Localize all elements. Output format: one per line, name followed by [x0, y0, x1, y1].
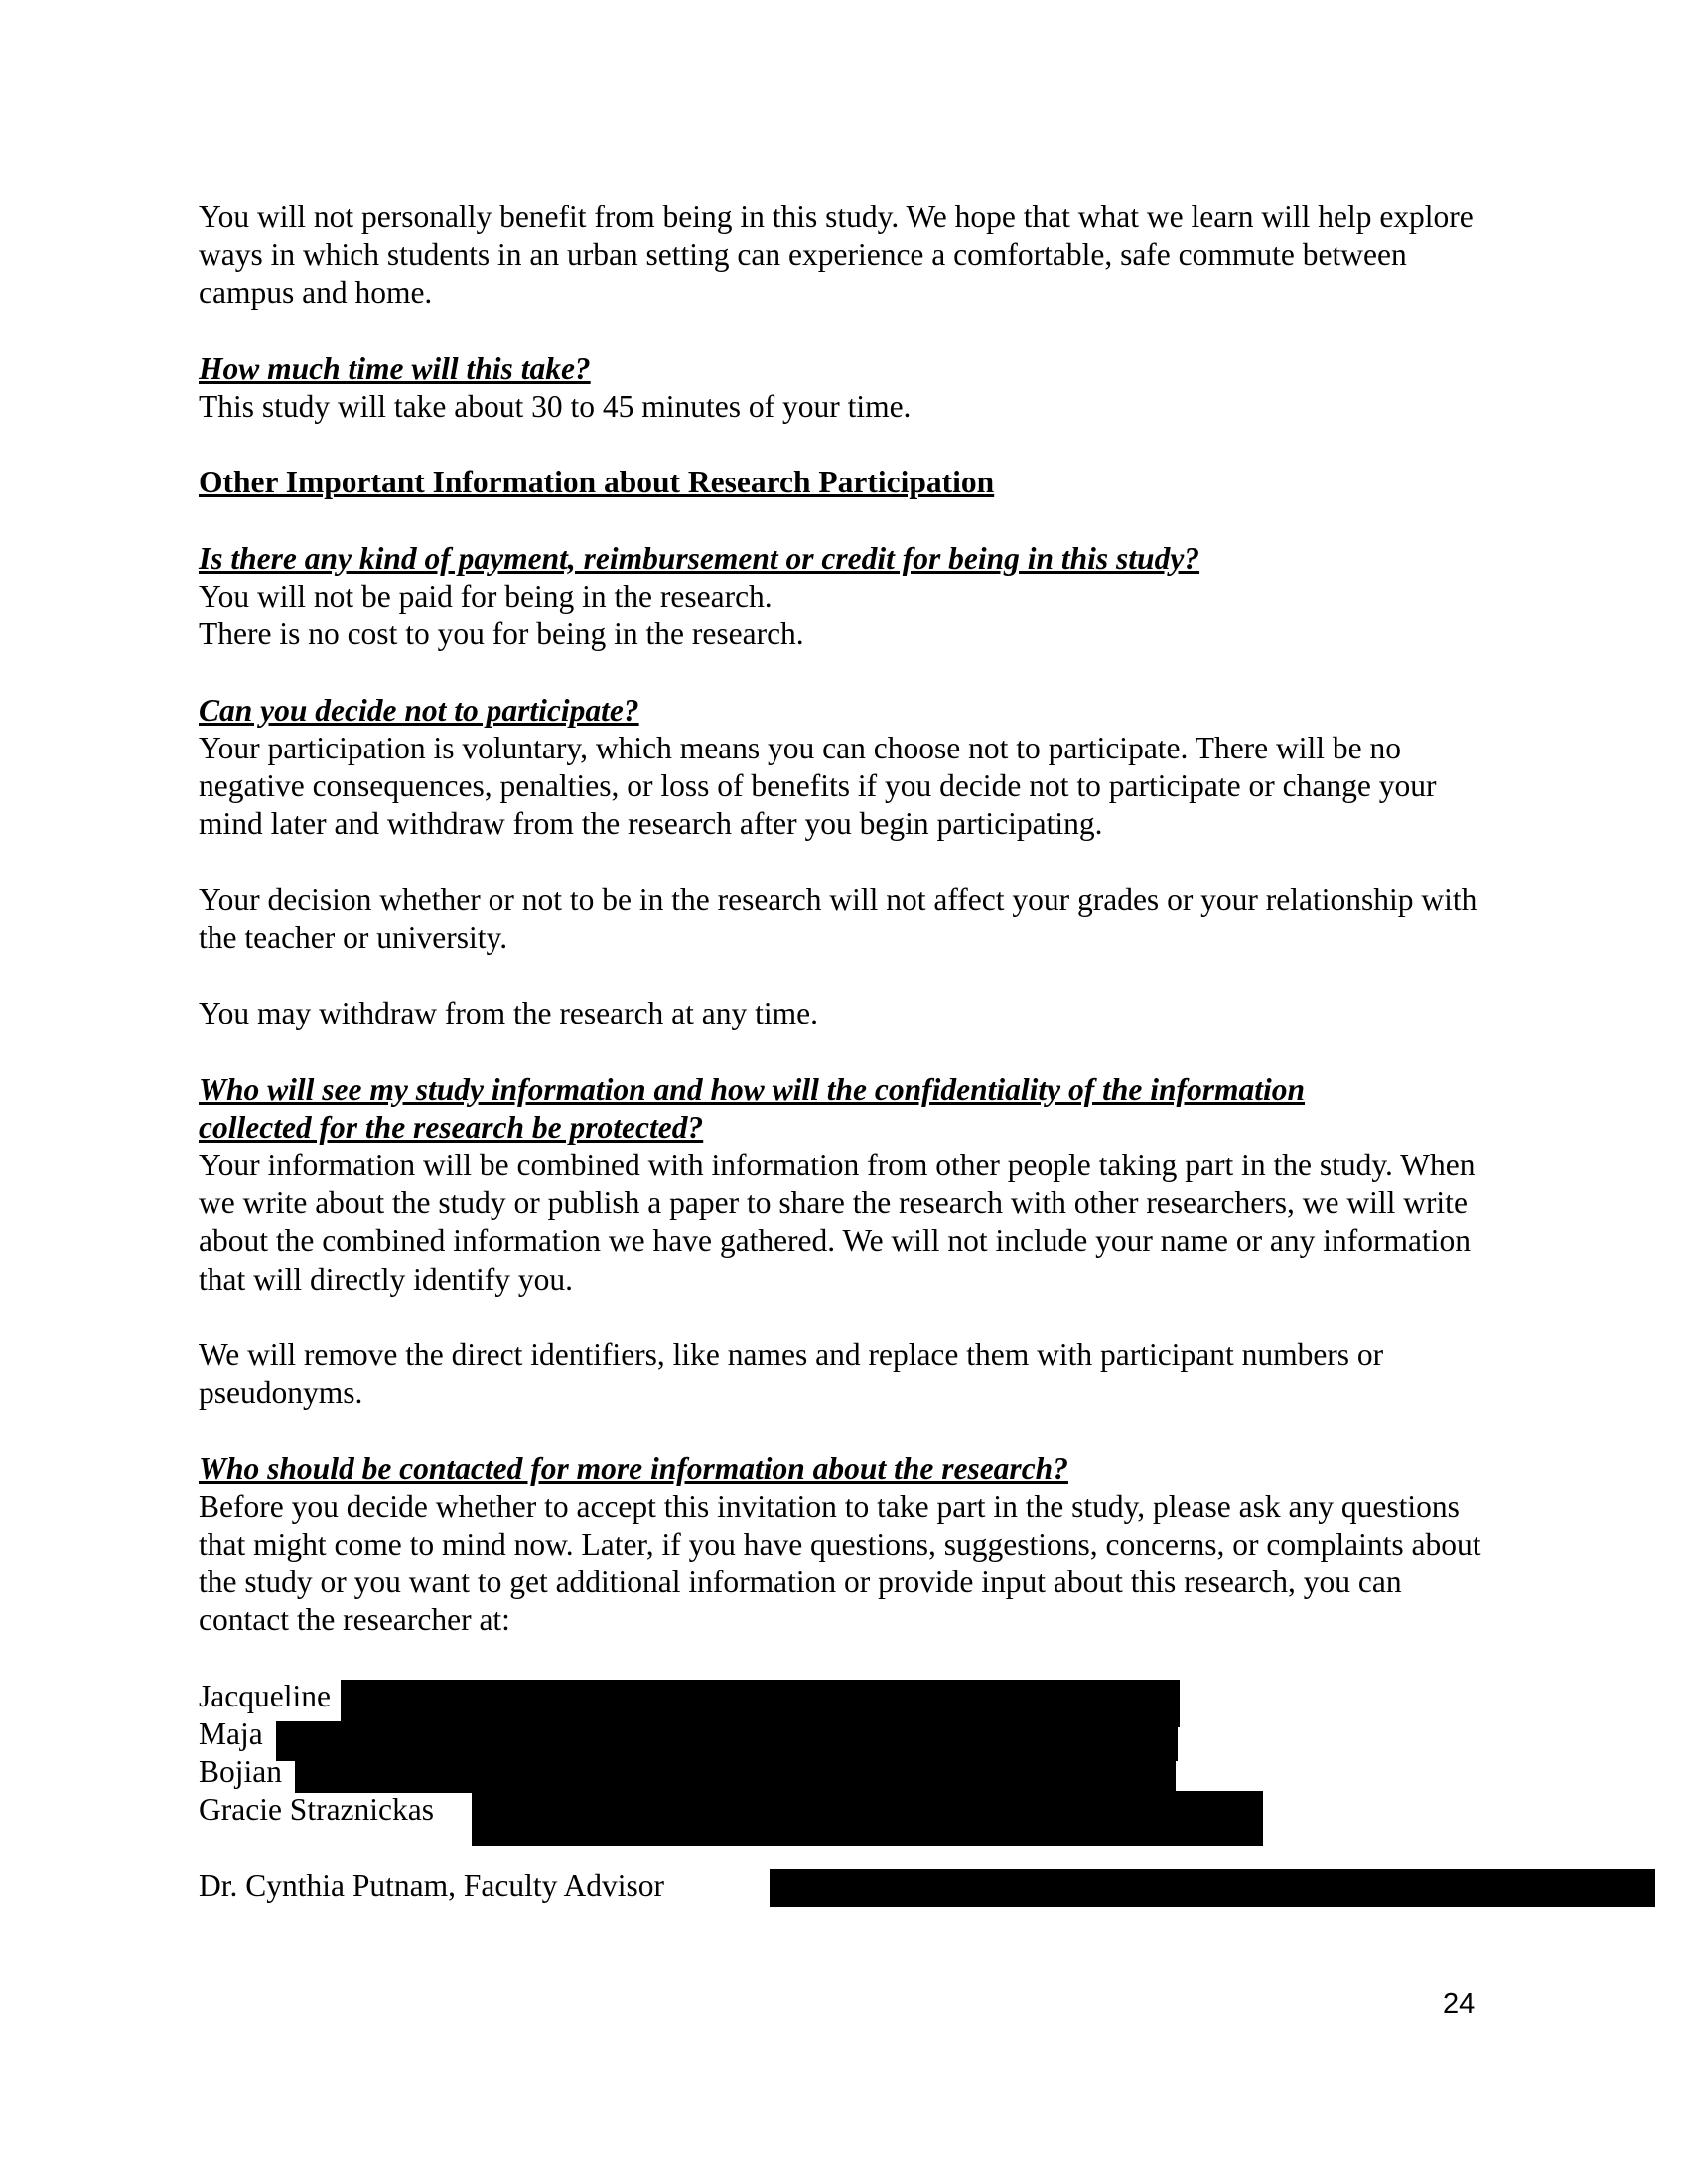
advisor-row: [199, 1867, 1489, 1905]
contact-name: Bojian: [199, 1754, 282, 1790]
contact-row: [199, 1791, 1489, 1829]
redaction-bar: [295, 1753, 1176, 1793]
time-text: This study will take about 30 to 45 minutes of your time.: [199, 389, 912, 424]
contact-name: Maja: [199, 1715, 263, 1751]
contact-name: Gracie Straznickas: [199, 1792, 435, 1828]
redaction-bar: [770, 1869, 1655, 1907]
contact-paragraph: Before you decide whether to accept this invitation to take part in the study, please ask any questions that might come to mind now. Later, if you have questions, suggestions, concerns, or complaints about the study or you want to get additional information or provide input about this research, you can contact the researcher at:: [199, 1488, 1481, 1638]
contact-heading: Who should be contacted for more information about the research?: [199, 1450, 1068, 1486]
payment-line-1: You will not be paid for being in the research.: [199, 578, 773, 614]
decide-paragraph-1: Your participation is voluntary, which means you can choose not to participate. There will be no negative consequences, penalties, or loss of benefits if you decide not to participate or change your mind later and withdraw from the research after you begin participating.: [199, 730, 1437, 842]
redaction-bar: [472, 1791, 1263, 1846]
decide-paragraph-3: You may withdraw from the research at any time.: [199, 996, 819, 1031]
page-number: 24: [1443, 1988, 1476, 2020]
contact-list: [199, 1678, 1489, 1905]
time-heading: How much time will this take?: [199, 350, 591, 386]
decide-paragraph-2: Your decision whether or not to be in the research will not affect your grades or your relationship with the teacher or university.: [199, 882, 1477, 955]
advisor-name: Dr. Cynthia Putnam, Faculty Advisor: [199, 1867, 664, 1903]
section-heading: Other Important Information about Research Participation: [199, 465, 995, 500]
decide-heading: Can you decide not to participate?: [199, 692, 639, 728]
confidentiality-heading: Who will see my study information and how will the confidentiality of the information collected for the research be protected?: [199, 1071, 1306, 1145]
benefit-paragraph: You will not personally benefit from being in this study. We hope that what we learn will help explore ways in which students in an urban setting can experience a comfortable, safe commute between campus and home.: [199, 200, 1474, 311]
payment-line-2: There is no cost to you for being in the research.: [199, 616, 804, 652]
document-body: [199, 199, 1489, 1905]
contact-row: [199, 1715, 1489, 1753]
confidentiality-paragraph-2: We will remove the direct identifiers, like names and replace them with participant numbers or pseudonyms.: [199, 1336, 1384, 1411]
contact-row: [199, 1753, 1489, 1791]
contact-name: Jacqueline: [199, 1678, 331, 1713]
confidentiality-paragraph-1: Your information will be combined with information from other people taking part in the study. When we write about the study or publish a paper to share the research with other researchers, we will write about the combined information we have gathered. We will not include your name or any information that will directly identify you.: [199, 1147, 1476, 1297]
payment-heading: Is there any kind of payment, reimbursement or credit for being in this study?: [199, 540, 1200, 576]
contact-row: [199, 1678, 1489, 1715]
